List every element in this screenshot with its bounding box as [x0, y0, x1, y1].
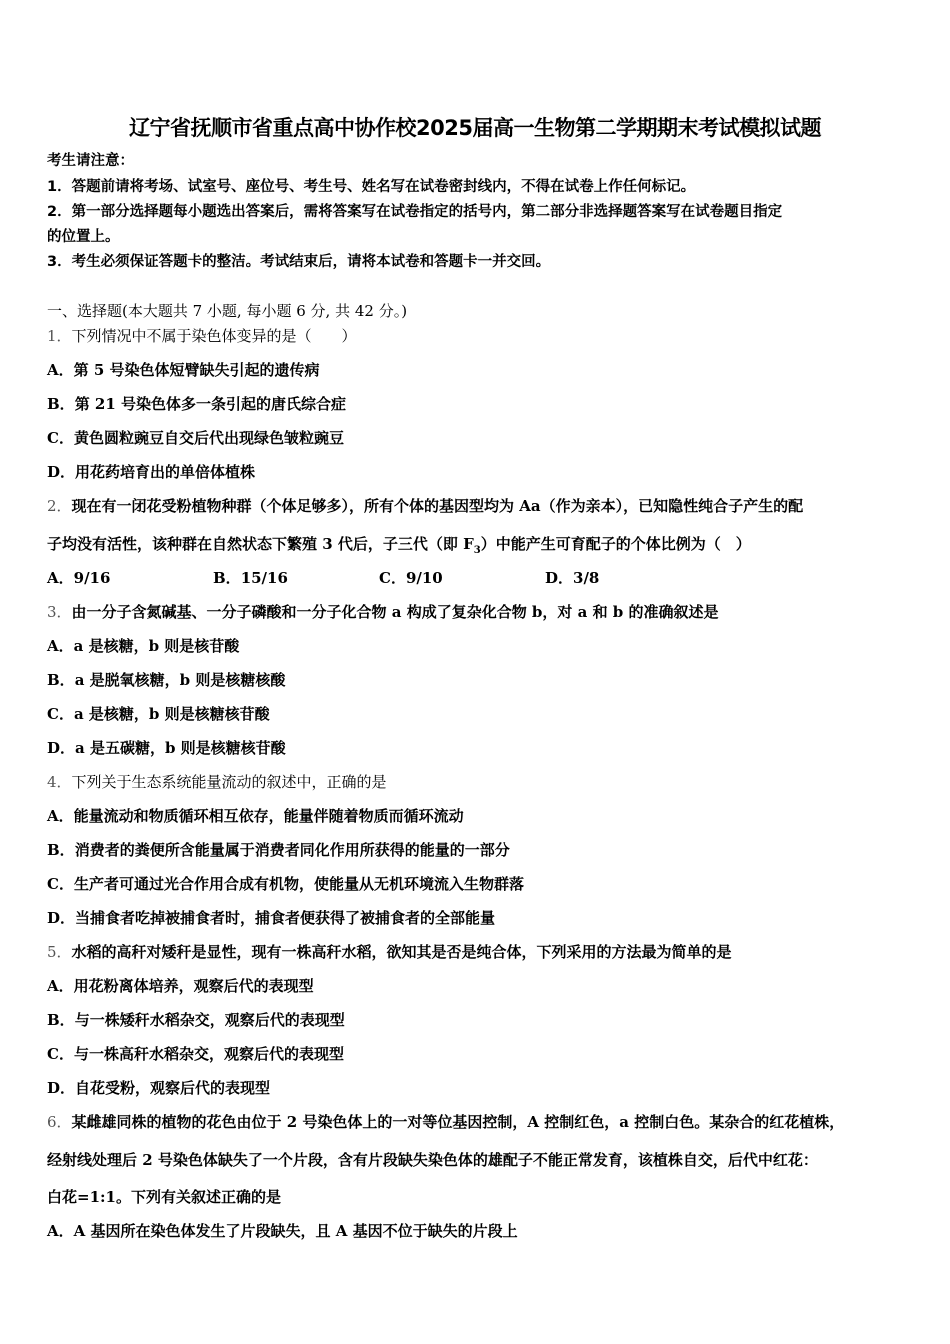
- option-text: 15/16: [240, 569, 288, 587]
- question-number: 2．: [47, 497, 72, 515]
- notice-item: 3．考生必须保证答题卡的整洁。考试结束后，请将本试卷和答题卡一并交回。: [47, 254, 551, 270]
- option-text: 生产者可通过光合作用合成有机物，使能量从无机环境流入生物群落: [73, 875, 524, 893]
- option-letter: C．: [47, 429, 74, 447]
- question-number: 1．: [47, 327, 72, 345]
- question-2-option-b: [213, 568, 379, 588]
- question-number: 5．: [47, 943, 72, 961]
- question-4-option-c: [47, 874, 524, 894]
- option-text: 黄色圆粒豌豆自交后代出现绿色皱粒豌豆: [73, 429, 344, 447]
- question-1-option-a: [47, 360, 320, 380]
- notice-item: 2．第一部分选择题每小题选出答案后，需将答案写在试卷指定的括号内，第二部分非选择题答案写在试卷题目指定: [47, 204, 783, 220]
- question-5-option-a: [47, 976, 314, 996]
- option-text: 第 21 号染色体多一条引起的唐氏综合症: [74, 395, 347, 413]
- question-text: ）中能产生可育配子的个体比例为（ ）: [480, 535, 751, 553]
- question-6-stem-line-1: [47, 1112, 844, 1132]
- option-letter: B．: [47, 841, 75, 859]
- option-text: 与一株矮秆水稻杂交，观察后代的表现型: [74, 1011, 345, 1029]
- option-text: 第 5 号染色体短臂缺失引起的遗传病: [73, 361, 320, 379]
- question-2-option-d: [545, 568, 711, 588]
- option-letter: D．: [545, 569, 574, 587]
- question-text: 下列情况中不属于染色体变异的是（ ）: [71, 327, 357, 345]
- option-letter: A．: [47, 361, 74, 379]
- option-letter: A．: [47, 977, 74, 995]
- question-4-option-d: [47, 908, 495, 928]
- option-letter: D．: [47, 1079, 76, 1097]
- option-text: 用花粉离体培养，观察后代的表现型: [73, 977, 314, 995]
- question-text: 某雌雄同株的植物的花色由位于 2 号染色体上的一对等位基因控制，A 控制红色，a 控制白色。某杂合的红花植株，: [71, 1113, 845, 1131]
- section-heading: 一、选择题(本大题共 7 小题, 每小题 6 分, 共 42 分。): [47, 302, 408, 320]
- question-number: 3．: [47, 603, 72, 621]
- option-text: 能量流动和物质循环相互依存，能量伴随着物质而循环流动: [73, 807, 464, 825]
- option-text: a 是核糖，b 则是核苷酸: [73, 637, 240, 655]
- question-3-option-b: [47, 670, 285, 690]
- question-6-stem-line-3: [47, 1187, 281, 1207]
- page-title: 辽宁省抚顺市省重点高中协作校2025届高一生物第二学期期末考试模拟试题: [129, 116, 821, 140]
- question-3-stem: [47, 602, 719, 622]
- option-letter: B．: [47, 671, 75, 689]
- question-text: 水稻的高秆对矮秆是显性，现有一株高秆水稻，欲知其是否是纯合体，下列采用的方法最为简单的是: [71, 943, 732, 961]
- question-4-option-a: [47, 806, 464, 826]
- option-text: 9/10: [405, 569, 443, 587]
- option-letter: D．: [47, 909, 76, 927]
- option-letter: C．: [47, 1045, 74, 1063]
- option-text: 自花受粉，观察后代的表现型: [75, 1079, 271, 1097]
- option-letter: B．: [47, 395, 75, 413]
- option-letter: C．: [379, 569, 406, 587]
- question-3-option-a: [47, 636, 239, 656]
- question-4-option-b: [47, 840, 510, 860]
- question-number: 4．: [47, 773, 72, 791]
- question-text: 白花=1:1。下列有关叙述正确的是: [47, 1188, 281, 1206]
- option-letter: A．: [47, 807, 74, 825]
- question-1-option-c: [47, 428, 344, 448]
- option-letter: D．: [47, 739, 76, 757]
- notice-item: 的位置上。: [47, 229, 120, 245]
- question-6-stem-line-2: [47, 1150, 818, 1170]
- question-text: 现在有一闭花受粉植物种群（个体足够多），所有个体的基因型均为 Aa（作为亲本），已知隐性纯合子产生的配: [71, 497, 804, 515]
- subscript: 3: [473, 545, 481, 556]
- question-1-option-b: [47, 394, 346, 414]
- option-text: 与一株高秆水稻杂交，观察后代的表现型: [73, 1045, 344, 1063]
- option-text: 当捕食者吃掉被捕食者时，捕食者便获得了被捕食者的全部能量: [75, 909, 496, 927]
- question-1-stem: [47, 326, 357, 346]
- question-text: 经射线处理后 2 号染色体缺失了一个片段，含有片段缺失染色体的雄配子不能正常发育，该植株自交，后代中红花：: [47, 1151, 818, 1169]
- option-text: 消费者的粪便所含能量属于消费者同化作用所获得的能量的一部分: [74, 841, 510, 859]
- question-6-option-a: [47, 1221, 518, 1241]
- question-text: 子均没有活性，该种群在自然状态下繁殖 3 代后，子三代（即 F: [47, 535, 474, 553]
- option-text: 9/16: [73, 569, 111, 587]
- option-text: a 是核糖，b 则是核糖核苷酸: [73, 705, 270, 723]
- option-letter: B．: [213, 569, 241, 587]
- question-2-stem-line-1: [47, 496, 803, 516]
- question-5-option-d: [47, 1078, 270, 1098]
- question-3-option-d: [47, 738, 286, 758]
- option-text: A 基因所在染色体发生了片段缺失，且 A 基因不位于缺失的片段上: [73, 1222, 518, 1240]
- notice-item: 1．答题前请将考场、试室号、座位号、考生号、姓名写在试卷密封线内，不得在试卷上作任何标记。: [47, 179, 696, 195]
- question-2-options: [47, 568, 711, 588]
- question-3-option-c: [47, 704, 270, 724]
- option-letter: A．: [47, 637, 74, 655]
- notice-heading: 考生请注意：: [47, 153, 134, 169]
- option-letter: D．: [47, 463, 76, 481]
- question-5-stem: [47, 942, 732, 962]
- option-letter: B．: [47, 1011, 75, 1029]
- option-letter: C．: [47, 875, 74, 893]
- question-4-stem: [47, 772, 387, 792]
- question-5-option-c: [47, 1044, 344, 1064]
- question-2-option-a: [47, 568, 213, 588]
- option-text: a 是脱氧核糖，b 则是核糖核酸: [74, 671, 286, 689]
- question-2-option-c: [379, 568, 545, 588]
- option-text: a 是五碳糖，b 则是核糖核苷酸: [75, 739, 286, 757]
- question-number: 6．: [47, 1113, 72, 1131]
- question-5-option-b: [47, 1010, 345, 1030]
- question-1-option-d: [47, 462, 255, 482]
- option-letter: A．: [47, 569, 74, 587]
- question-text: 由一分子含氮碱基、一分子磷酸和一分子化合物 a 构成了复杂化合物 b，对 a 和 b 的准确叙述是: [71, 603, 719, 621]
- option-text: 用花药培育出的单倍体植株: [75, 463, 256, 481]
- question-text: 下列关于生态系统能量流动的叙述中，正确的是: [71, 773, 387, 791]
- option-text: 3/8: [573, 569, 600, 587]
- option-letter: C．: [47, 705, 74, 723]
- question-2-stem-line-2: [47, 534, 751, 561]
- option-letter: A．: [47, 1222, 74, 1240]
